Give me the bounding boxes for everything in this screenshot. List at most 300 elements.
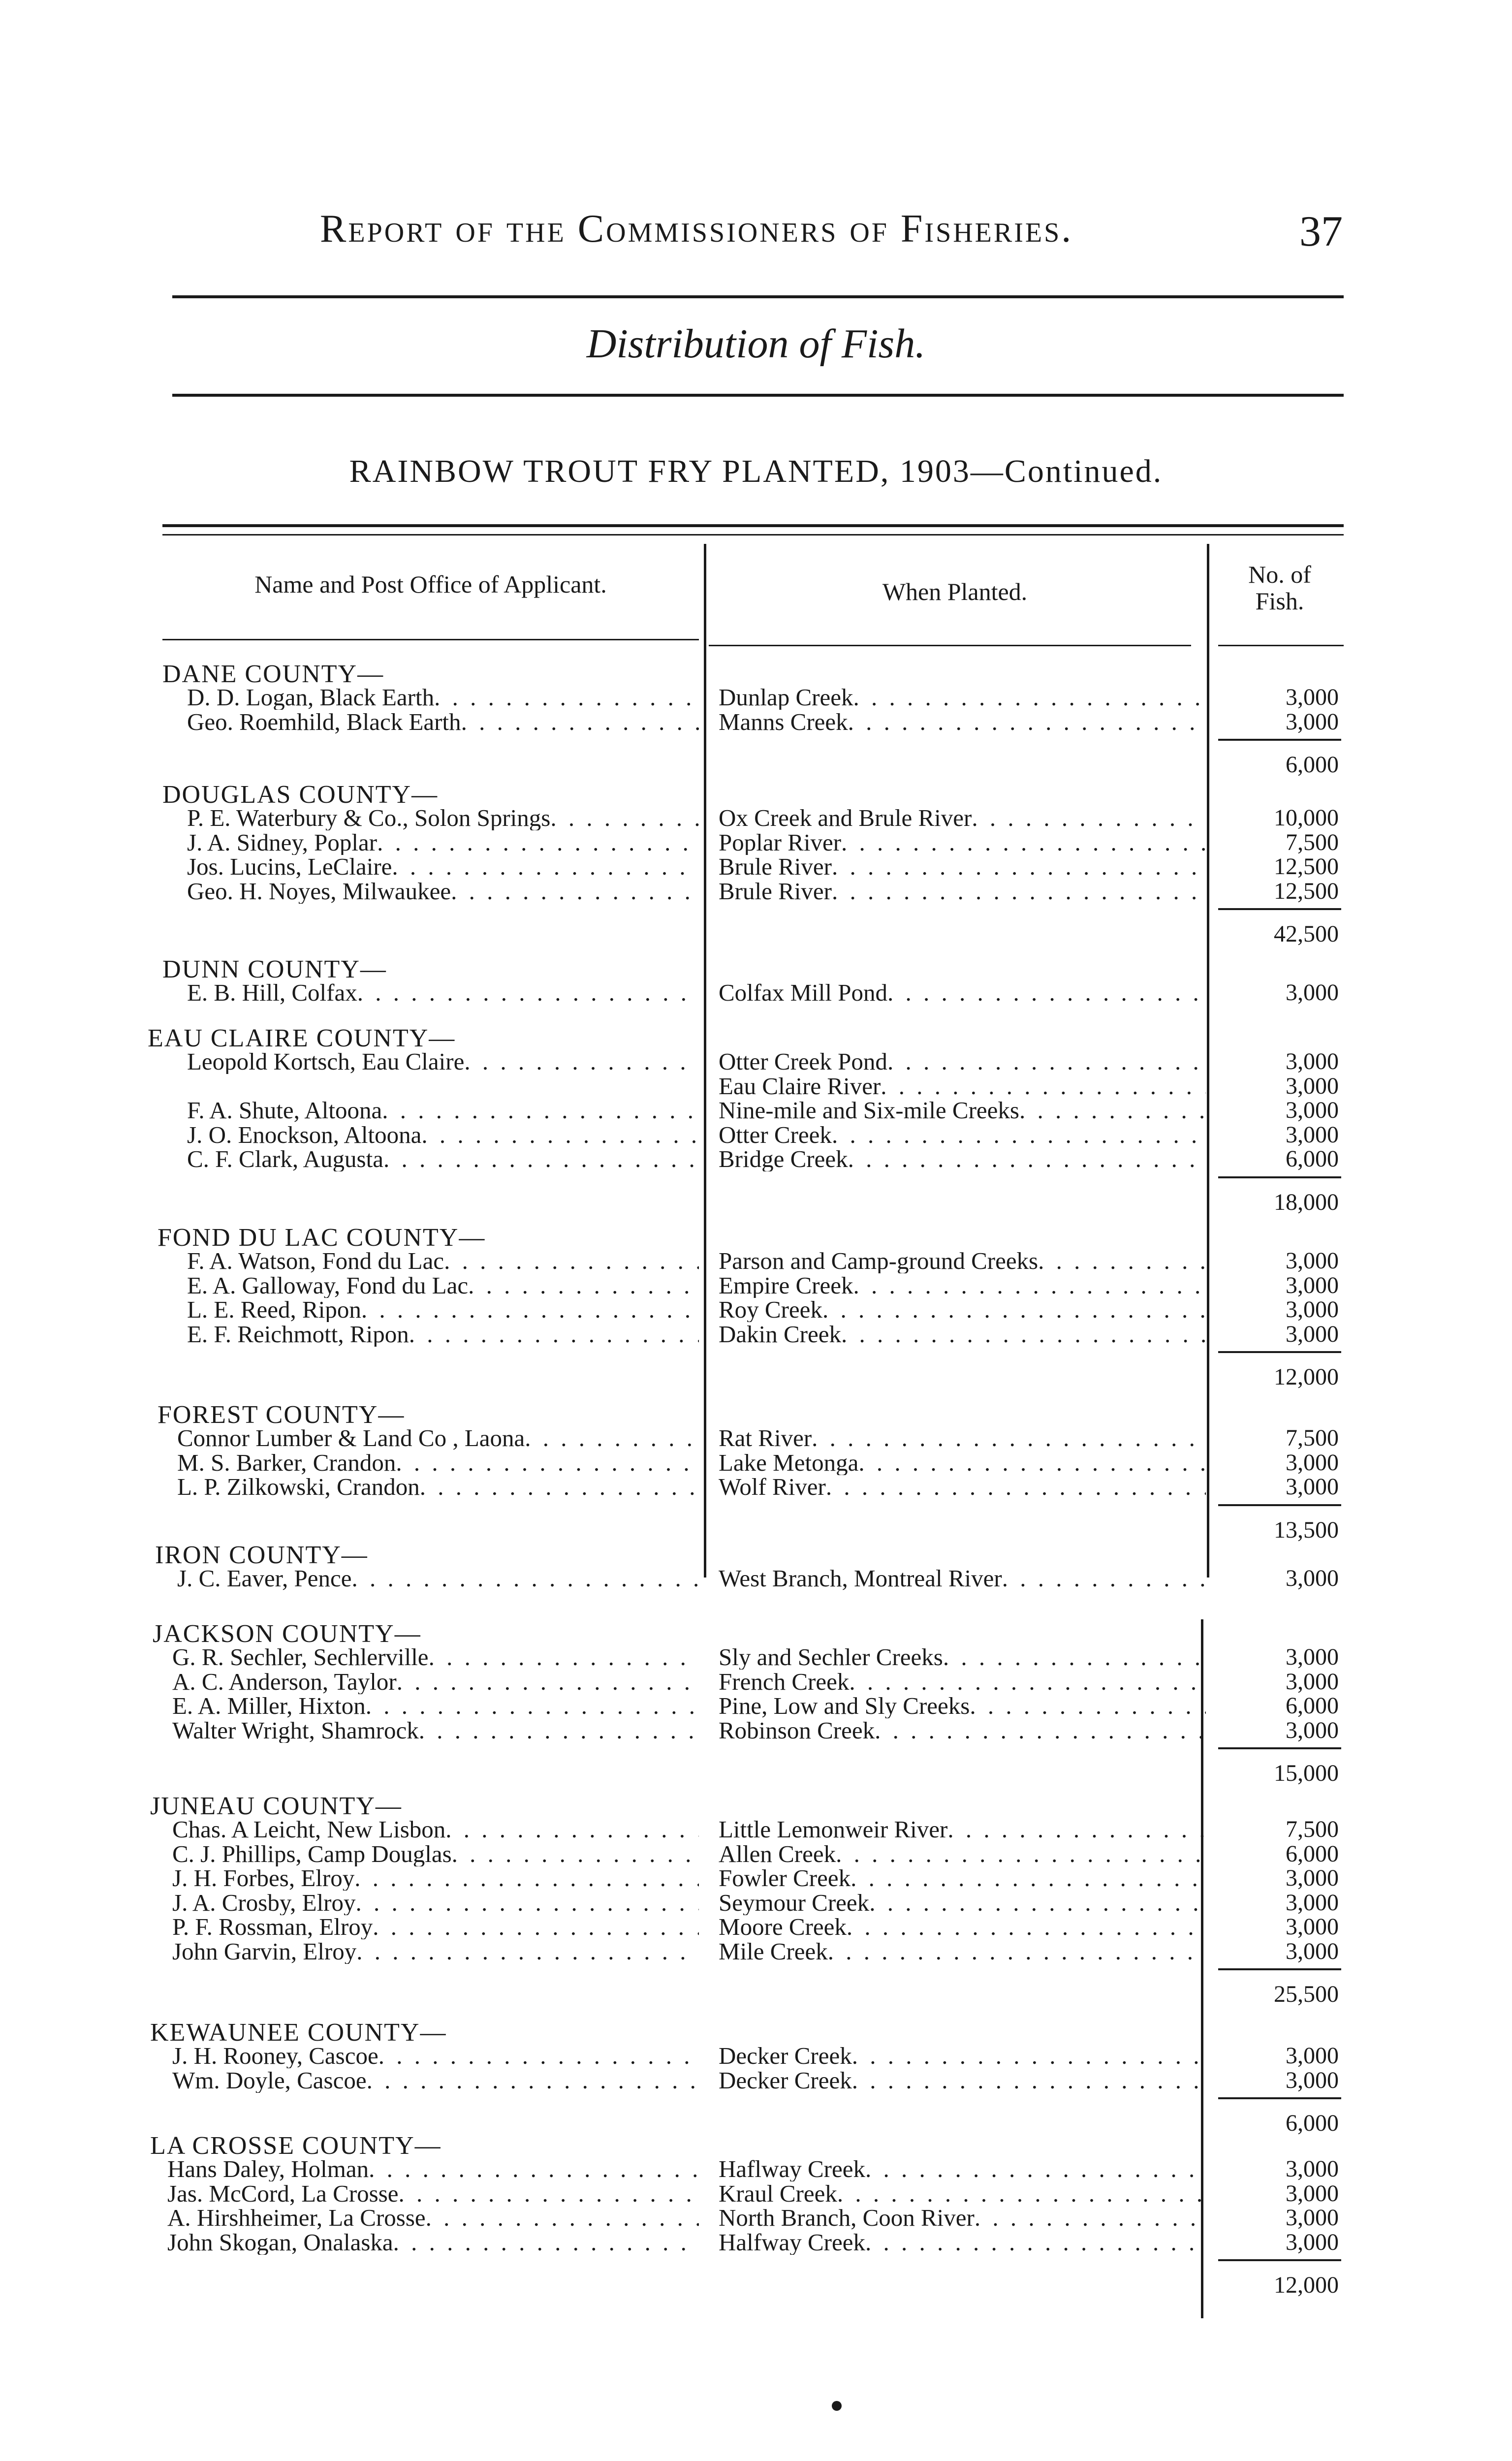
planting-location: Otter Creek Pond — [719, 1049, 887, 1074]
fish-count: 3,000 — [1286, 979, 1339, 1006]
applicant-name: E. F. Reichmott, Ripon — [187, 1322, 409, 1347]
leader-dots — [852, 2068, 1206, 2093]
header-underline-applicant — [162, 639, 699, 640]
fish-count: 3,000 — [1286, 2180, 1339, 2207]
fish-count: 3,000 — [1286, 1565, 1339, 1591]
fish-count: 3,000 — [1286, 1121, 1339, 1148]
planting-location: Halfway Creek — [719, 2230, 865, 2255]
when-planted-cell — [719, 1297, 1206, 1322]
table-row — [0, 1891, 1512, 1915]
leader-dots — [383, 1147, 699, 1171]
leader-dots — [858, 1451, 1206, 1475]
page-number: 37 — [1299, 208, 1343, 255]
fish-count: 3,000 — [1286, 1717, 1339, 1743]
when-planted-cell — [719, 854, 1206, 879]
fish-count: 3,000 — [1286, 1321, 1339, 1347]
applicant-cell — [187, 879, 699, 904]
planting-location: Pine, Low and Sly Creeks — [719, 1694, 970, 1718]
county-subtotal: 13,500 — [1274, 1516, 1339, 1543]
applicant-name: Geo. Roemhild, Black Earth — [187, 709, 461, 734]
table-row — [0, 1451, 1512, 1475]
table-top-rule — [162, 524, 1344, 527]
when-planted-cell — [719, 1322, 1206, 1347]
leader-dots — [875, 1718, 1206, 1743]
when-planted-cell — [719, 1939, 1206, 1964]
county-subtotal: 25,500 — [1274, 1981, 1339, 2007]
leader-dots — [392, 854, 699, 879]
fish-count: 7,500 — [1286, 829, 1339, 855]
fish-count: 12,500 — [1274, 878, 1339, 904]
fish-count: 3,000 — [1286, 2229, 1339, 2255]
leader-dots — [468, 1273, 699, 1298]
table-row — [0, 806, 1512, 830]
table-row — [0, 1322, 1512, 1347]
applicant-name: John Skogan, Onalaska — [167, 2230, 393, 2255]
planting-location: Rat River — [719, 1426, 812, 1451]
applicant-cell — [172, 1939, 699, 1964]
fish-count: 3,000 — [1286, 1474, 1339, 1500]
applicant-cell — [187, 1049, 699, 1074]
fish-count: 3,000 — [1286, 1668, 1339, 1695]
leader-dots — [393, 2230, 699, 2255]
applicant-cell — [172, 2068, 699, 2093]
table-row — [0, 1147, 1512, 1171]
head-rule-1 — [172, 295, 1344, 298]
planting-location: Moore Creek — [719, 1915, 847, 1939]
table-row — [0, 1645, 1512, 1670]
when-planted-cell — [719, 1074, 1206, 1099]
when-planted-cell — [719, 1273, 1206, 1298]
fish-count: 6,000 — [1286, 1693, 1339, 1719]
table-row — [0, 1098, 1512, 1123]
planting-location: Brule River — [719, 854, 832, 879]
table-row — [0, 879, 1512, 904]
applicant-cell — [172, 1670, 699, 1694]
subtotal-rule — [1218, 908, 1341, 910]
when-planted-cell — [719, 1645, 1206, 1670]
applicant-cell — [172, 1645, 699, 1670]
county-subtotal: 18,000 — [1274, 1189, 1339, 1215]
leader-dots — [367, 2068, 699, 2093]
fish-count: 6,000 — [1286, 1146, 1339, 1172]
planting-location: Lake Metonga — [719, 1450, 859, 1475]
col-header-applicant: Name and Post Office of Applicant. — [254, 570, 607, 598]
when-planted-cell — [719, 1842, 1206, 1866]
applicant-name: C. J. Phillips, Camp Douglas — [172, 1841, 452, 1866]
leader-dots — [426, 2206, 699, 2230]
leader-dots — [1038, 1249, 1206, 1273]
when-planted-cell — [719, 710, 1206, 734]
planting-location: Dunlap Creek — [719, 685, 853, 710]
fish-count: 3,000 — [1286, 1248, 1339, 1274]
planting-location: Allen Creek — [719, 1841, 836, 1866]
table-row — [0, 1049, 1512, 1074]
leader-dots — [356, 1891, 699, 1915]
table-row — [0, 830, 1512, 855]
planting-location: Brule River — [719, 879, 832, 904]
planting-location: French Creek — [719, 1669, 850, 1694]
leader-dots — [837, 2181, 1206, 2206]
county-subtotal: 6,000 — [1286, 752, 1339, 778]
applicant-cell — [172, 1817, 699, 1842]
leader-dots — [850, 1866, 1206, 1891]
table-row — [0, 854, 1512, 879]
applicant-name: A. Hirshheimer, La Crosse — [167, 2206, 426, 2230]
applicant-name: Chas. A Leicht, New Lisbon — [172, 1817, 446, 1842]
table-row — [0, 2068, 1512, 2093]
leader-dots — [836, 1842, 1206, 1866]
applicant-name: J. A. Sidney, Poplar — [187, 830, 378, 855]
applicant-name: J. O. Enockson, Altoona — [187, 1122, 422, 1147]
planting-location: Sly and Sechler Creeks — [719, 1645, 943, 1670]
when-planted-cell — [719, 1123, 1206, 1147]
county-heading: DANE COUNTY— — [162, 660, 384, 688]
leader-dots — [361, 1297, 699, 1322]
when-planted-cell — [719, 1475, 1206, 1499]
fish-count: 6,000 — [1286, 1840, 1339, 1867]
subtotal-rule — [1218, 1747, 1341, 1749]
leader-dots — [352, 1566, 699, 1591]
fish-count: 3,000 — [1286, 1938, 1339, 1964]
running-head — [320, 207, 1206, 252]
when-planted-cell — [719, 1147, 1206, 1171]
fish-count: 3,000 — [1286, 684, 1339, 710]
col-header-no-fish-line2: Fish. — [1255, 587, 1304, 615]
planting-location: Manns Creek — [719, 709, 848, 734]
applicant-name: C. F. Clark, Augusta — [187, 1147, 383, 1171]
leader-dots — [357, 980, 699, 1005]
leader-dots — [841, 1322, 1206, 1347]
county-subtotal: 15,000 — [1274, 1760, 1339, 1786]
applicant-name: John Garvin, Elroy — [172, 1939, 357, 1964]
table-row — [0, 1249, 1512, 1273]
applicant-cell — [167, 2206, 699, 2230]
table-row — [0, 1566, 1512, 1591]
applicant-cell — [187, 854, 699, 879]
applicant-cell — [187, 1273, 699, 1298]
planting-location: Kraul Creek — [719, 2181, 837, 2206]
county-subtotal: 42,500 — [1274, 921, 1339, 947]
fish-count: 3,000 — [1286, 1644, 1339, 1670]
applicant-name: Hans Daley, Holman — [167, 2157, 369, 2181]
applicant-name: L. P. Zilkowski, Crandon — [177, 1475, 420, 1499]
applicant-name: E. A. Galloway, Fond du Lac — [187, 1273, 469, 1298]
applicant-cell — [177, 1426, 699, 1451]
county-heading: IRON COUNTY— — [155, 1541, 368, 1569]
fish-count: 3,000 — [1286, 1914, 1339, 1940]
applicant-cell — [172, 1718, 699, 1743]
leader-dots — [943, 1645, 1206, 1670]
fish-count: 3,000 — [1286, 1449, 1339, 1476]
applicant-cell — [187, 1297, 699, 1322]
when-planted-cell — [719, 1891, 1206, 1915]
leader-dots — [409, 1322, 699, 1347]
county-heading: DUNN COUNTY— — [162, 955, 387, 983]
planting-location: Mile Creek — [719, 1939, 828, 1964]
leader-dots — [847, 1915, 1206, 1939]
applicant-cell — [172, 1842, 699, 1866]
when-planted-cell — [719, 2206, 1206, 2230]
leader-dots — [373, 1915, 699, 1939]
when-planted-cell — [719, 1817, 1206, 1842]
subtotal-rule — [1218, 1968, 1341, 1970]
applicant-cell — [187, 980, 699, 1005]
when-planted-cell — [719, 1694, 1206, 1718]
county-heading: FOREST COUNTY— — [158, 1401, 405, 1429]
applicant-name: Jos. Lucins, LeClaire — [187, 854, 392, 879]
applicant-name: Wm. Doyle, Cascoe — [172, 2068, 367, 2093]
when-planted-cell — [719, 980, 1206, 1005]
fish-count: 3,000 — [1286, 2043, 1339, 2069]
applicant-cell — [172, 1866, 699, 1891]
applicant-name: Geo. H. Noyes, Milwaukee — [187, 879, 451, 904]
leader-dots — [841, 830, 1206, 855]
when-planted-cell — [719, 1566, 1206, 1591]
when-planted-cell — [719, 1915, 1206, 1939]
leader-dots — [1002, 1566, 1206, 1591]
county-heading: JACKSON COUNTY— — [153, 1620, 421, 1648]
applicant-cell — [172, 1694, 699, 1718]
leader-dots — [812, 1426, 1206, 1451]
fish-count: 3,000 — [1286, 1097, 1339, 1123]
applicant-cell — [187, 1098, 699, 1123]
county-heading: KEWAUNEE COUNTY— — [150, 2019, 447, 2047]
leader-dots — [832, 1123, 1206, 1147]
planting-location: Eau Claire River — [719, 1073, 881, 1099]
planting-location: Ox Creek and Brule River — [719, 806, 972, 830]
col-header-when-planted: When Planted. — [882, 578, 1028, 605]
when-planted-cell — [719, 1451, 1206, 1475]
head-rule-2 — [172, 394, 1344, 397]
table-row — [0, 1670, 1512, 1694]
leader-dots — [452, 1842, 699, 1866]
when-planted-cell — [719, 1049, 1206, 1074]
leader-dots — [366, 1694, 699, 1718]
table-row — [0, 2044, 1512, 2068]
applicant-cell — [187, 1123, 699, 1147]
applicant-name: Connor Lumber & Land Co , Laona — [177, 1426, 525, 1451]
subtitle: Distribution of Fish. — [586, 321, 926, 367]
leader-dots — [881, 1074, 1206, 1099]
county-subtotal: 6,000 — [1286, 2110, 1339, 2136]
applicant-name: Leopold Kortsch, Eau Claire — [187, 1049, 465, 1074]
table-row — [0, 1273, 1512, 1298]
applicant-cell — [177, 1451, 699, 1475]
table-row — [0, 1123, 1512, 1147]
county-heading: EAU CLAIRE COUNTY— — [148, 1024, 456, 1052]
table-row — [0, 1842, 1512, 1866]
when-planted-cell — [719, 685, 1206, 710]
leader-dots — [822, 1297, 1206, 1322]
leader-dots — [853, 1273, 1206, 1298]
leader-dots — [853, 685, 1206, 710]
when-planted-cell — [719, 2068, 1206, 2093]
applicant-cell — [187, 806, 699, 830]
planting-location: Roy Creek — [719, 1297, 822, 1322]
applicant-name: Walter Wright, Shamrock — [172, 1718, 419, 1743]
leader-dots — [354, 1866, 699, 1891]
applicant-name: J. H. Forbes, Elroy — [172, 1866, 355, 1891]
applicant-cell — [167, 2157, 699, 2181]
subtotal-rule — [1218, 1176, 1341, 1178]
planting-location: Colfax Mill Pond — [719, 980, 888, 1005]
applicant-cell — [187, 1322, 699, 1347]
applicant-name: M. S. Barker, Crandon — [177, 1450, 396, 1475]
fish-count: 3,000 — [1286, 1272, 1339, 1298]
applicant-name: E. A. Miller, Hixton — [172, 1694, 366, 1718]
applicant-cell — [172, 1915, 699, 1939]
applicant-cell — [172, 1891, 699, 1915]
planting-location: Bridge Creek — [719, 1147, 848, 1171]
applicant-name: F. A. Watson, Fond du Lac — [187, 1249, 444, 1273]
planting-location: Haflway Creek — [719, 2157, 865, 2181]
subtotal-rule — [1218, 2259, 1341, 2261]
planting-location: Parson and Camp-ground Creeks — [719, 1249, 1039, 1273]
applicant-cell — [177, 1475, 699, 1499]
table-row — [0, 710, 1512, 734]
when-planted-cell — [719, 2044, 1206, 2068]
table-row — [0, 980, 1512, 1005]
subtotal-rule — [1218, 2097, 1341, 2099]
running-head-title: Report of the Commissioners of Fisheries. — [320, 207, 1073, 251]
county-heading: JUNEAU COUNTY— — [150, 1792, 402, 1820]
planting-location: Little Lemonweir River — [719, 1817, 948, 1842]
planting-location: Wolf River — [719, 1475, 826, 1499]
leader-dots — [445, 1817, 699, 1842]
bottom-mark — [832, 2401, 842, 2411]
planting-location: Dakin Creek — [719, 1322, 841, 1347]
leader-dots — [865, 2230, 1206, 2255]
leader-dots — [852, 2044, 1206, 2068]
leader-dots — [461, 710, 699, 734]
leader-dots — [826, 1475, 1206, 1499]
leader-dots — [397, 1670, 699, 1694]
applicant-cell — [177, 1566, 699, 1591]
table-row — [0, 1426, 1512, 1451]
applicant-name: L. E. Reed, Ripon — [187, 1297, 361, 1322]
fish-count: 7,500 — [1286, 1425, 1339, 1451]
when-planted-cell — [719, 1426, 1206, 1451]
fish-count: 3,000 — [1286, 1865, 1339, 1891]
applicant-cell — [167, 2181, 699, 2206]
table-row — [0, 1694, 1512, 1718]
leader-dots — [451, 879, 699, 904]
header-underline-fish — [1218, 645, 1344, 646]
when-planted-cell — [719, 879, 1206, 904]
col-header-no-fish-line1: No. of — [1248, 561, 1311, 588]
planting-location: Empire Creek — [719, 1273, 853, 1298]
county-heading: DOUGLAS COUNTY— — [162, 781, 439, 809]
table-row — [0, 1915, 1512, 1939]
applicant-name: P. E. Waterbury & Co., Solon Springs — [187, 806, 551, 830]
fish-count: 7,500 — [1286, 1816, 1339, 1842]
applicant-cell — [187, 710, 699, 734]
table-top-rule-thin — [162, 534, 1344, 536]
planting-location: Decker Creek — [719, 2068, 852, 2093]
table-row — [0, 2230, 1512, 2255]
fish-count: 3,000 — [1286, 708, 1339, 735]
leader-dots — [828, 1939, 1206, 1964]
fish-count: 3,000 — [1286, 2067, 1339, 2093]
leader-dots — [947, 1817, 1206, 1842]
leader-dots — [975, 2206, 1206, 2230]
planting-location: West Branch, Montreal River — [719, 1566, 1002, 1591]
table-row — [0, 2181, 1512, 2206]
applicant-name: Jas. McCord, La Crosse — [167, 2181, 399, 2206]
planting-location: Decker Creek — [719, 2044, 852, 2068]
leader-dots — [972, 806, 1206, 830]
when-planted-cell — [719, 1249, 1206, 1273]
fish-count: 3,000 — [1286, 2205, 1339, 2231]
table-row — [0, 2157, 1512, 2181]
leader-dots — [832, 854, 1206, 879]
when-planted-cell — [719, 1098, 1206, 1123]
leader-dots — [970, 1694, 1206, 1718]
leader-dots — [429, 1645, 699, 1670]
applicant-name: J. A. Crosby, Elroy — [172, 1890, 356, 1915]
table-row — [0, 685, 1512, 710]
subtotal-rule — [1218, 1351, 1341, 1353]
when-planted-cell — [719, 1670, 1206, 1694]
applicant-cell — [172, 2044, 699, 2068]
fish-count: 3,000 — [1286, 1073, 1339, 1099]
fish-count: 3,000 — [1286, 2156, 1339, 2182]
applicant-cell — [187, 1147, 699, 1171]
leader-dots — [1019, 1098, 1206, 1123]
leader-dots — [421, 1123, 699, 1147]
leader-dots — [464, 1049, 699, 1074]
applicant-name: F. A. Shute, Altoona — [187, 1098, 382, 1123]
when-planted-cell — [719, 2181, 1206, 2206]
leader-dots — [848, 710, 1206, 734]
applicant-cell — [187, 1249, 699, 1273]
leader-dots — [419, 1718, 699, 1743]
fish-count: 3,000 — [1286, 1048, 1339, 1074]
fish-count: 3,000 — [1286, 1889, 1339, 1916]
when-planted-cell — [719, 2157, 1206, 2181]
leader-dots — [382, 1098, 699, 1123]
leader-dots — [865, 2157, 1206, 2181]
applicant-name: D. D. Logan, Black Earth — [187, 685, 435, 710]
applicant-name: A. C. Anderson, Taylor — [172, 1669, 397, 1694]
subtotal-rule — [1218, 739, 1341, 741]
applicant-name: J. C. Eaver, Pence — [177, 1566, 352, 1591]
leader-dots — [378, 2044, 699, 2068]
subtotal-rule — [1218, 1504, 1341, 1506]
leader-dots — [369, 2157, 699, 2181]
planting-location: Poplar River — [719, 830, 842, 855]
planting-location: North Branch, Coon River — [719, 2206, 975, 2230]
table-row — [0, 1718, 1512, 1743]
when-planted-cell — [719, 1866, 1206, 1891]
applicant-cell — [187, 685, 699, 710]
county-heading: LA CROSSE COUNTY— — [150, 2132, 441, 2160]
leader-dots — [832, 879, 1206, 904]
table-row — [0, 1475, 1512, 1499]
leader-dots — [356, 1939, 699, 1964]
leader-dots — [434, 685, 699, 710]
leader-dots — [420, 1475, 699, 1499]
table-row — [0, 1297, 1512, 1322]
table-row — [0, 2206, 1512, 2230]
leader-dots — [399, 2181, 699, 2206]
table-row — [0, 1074, 1512, 1099]
table-row — [0, 1817, 1512, 1842]
fish-count: 12,500 — [1274, 853, 1339, 880]
leader-dots — [887, 980, 1206, 1005]
applicant-cell — [187, 830, 699, 855]
applicant-name: E. B. Hill, Colfax — [187, 980, 357, 1005]
